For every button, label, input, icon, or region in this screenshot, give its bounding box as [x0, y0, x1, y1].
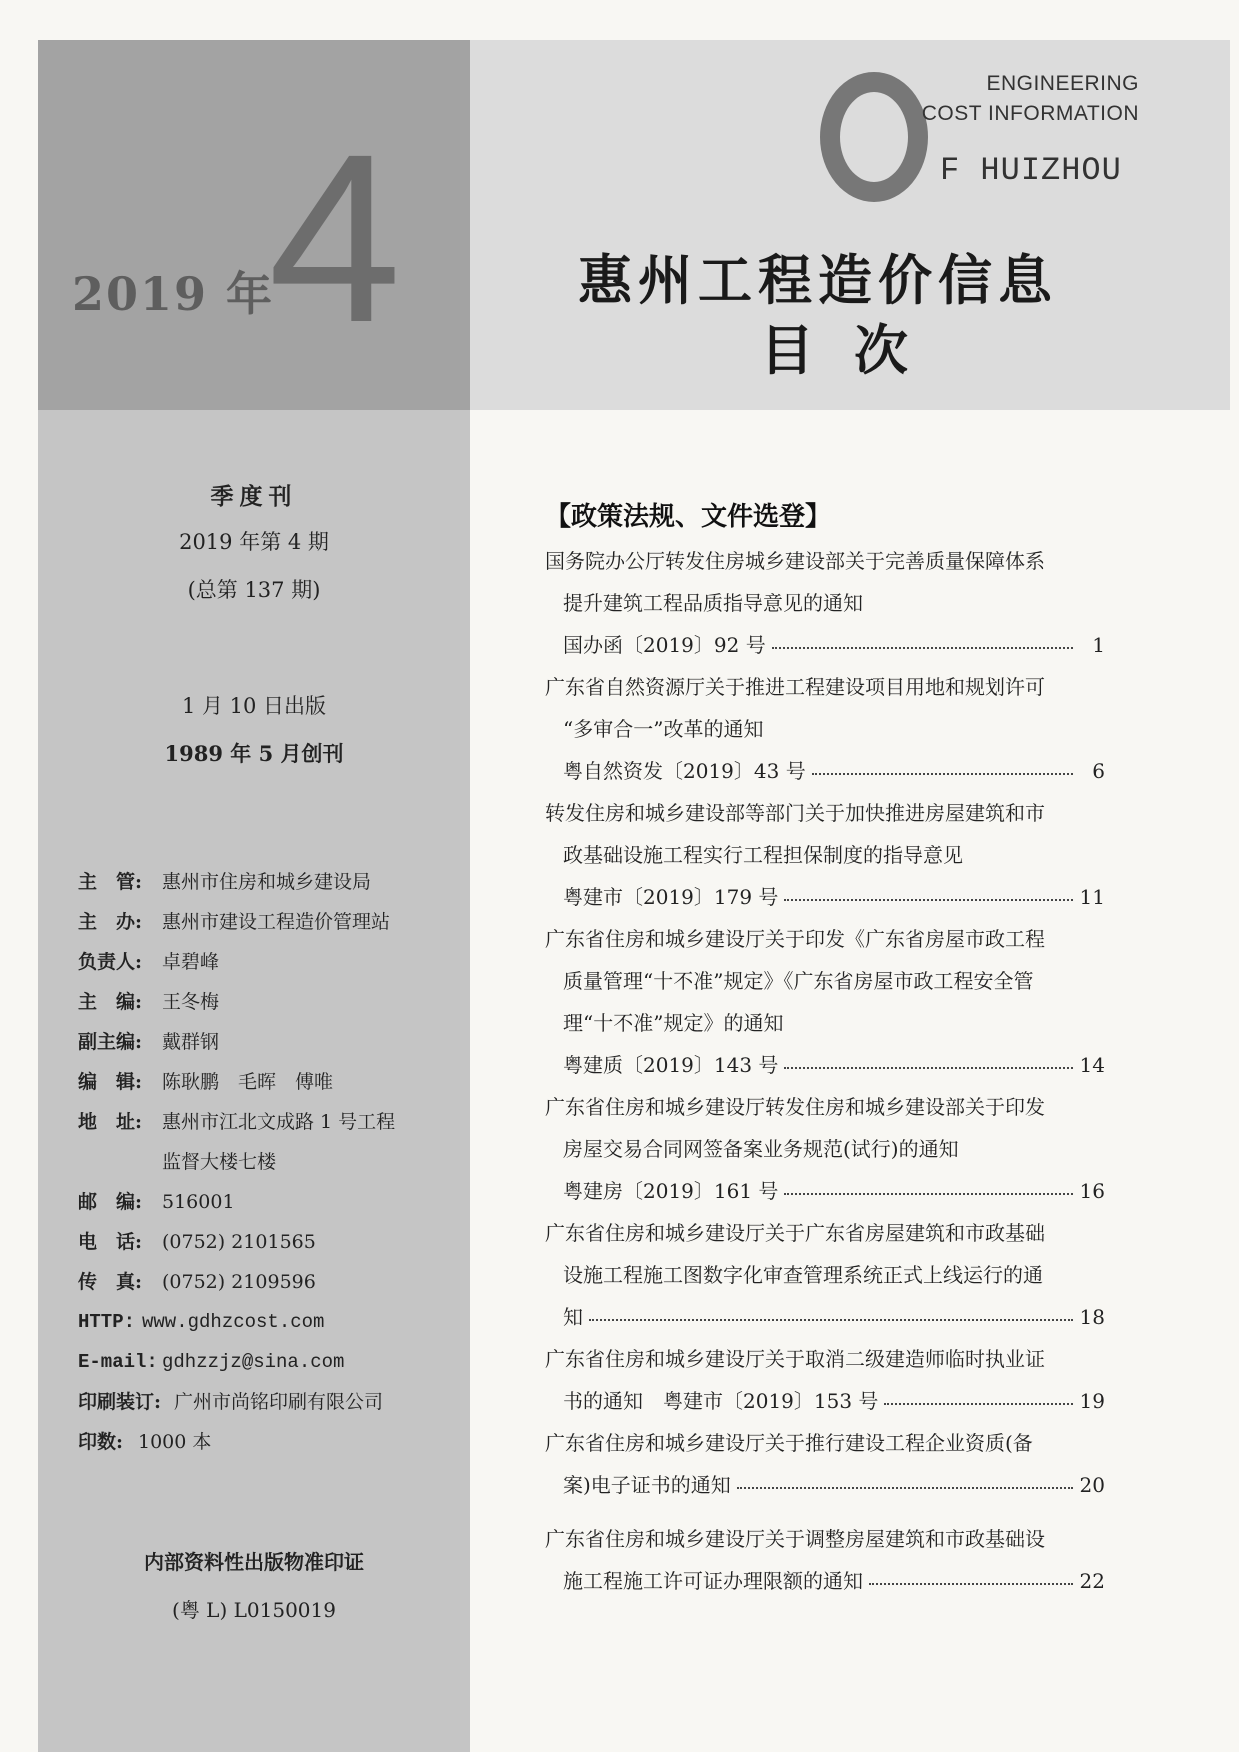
page-number: 11 [1079, 885, 1105, 909]
info-row-editor: 主 编: 王冬梅 [78, 991, 220, 1013]
permit-title: 内部资料性出版物准印证 [144, 1550, 364, 1574]
toc-section-heading: 【政策法规、文件选登】 [545, 502, 832, 532]
info-row-sponsor: 主 办: 惠州市建设工程造价管理站 [78, 911, 391, 933]
leader-dots [812, 773, 1073, 775]
issue-number: 4 [268, 104, 402, 372]
info-row-deputy-editor: 副主编: 戴群钢 [78, 1031, 220, 1053]
leader-dots [772, 647, 1073, 649]
leader-dots [784, 1193, 1073, 1195]
cover-header-band-left [38, 40, 470, 410]
toc-entry[interactable]: 国务院办公厅转发住房城乡建设部关于完善质量保障体系 提升建筑工程品质指导意见的通知 国办函〔2019〕92 号 1 [545, 540, 1105, 666]
publication-founded: 1989 年 5 月创刊 [164, 741, 344, 766]
english-title-line3: F HUIZHOU [940, 152, 1122, 189]
info-row-address-cont: 监督大楼七楼 [162, 1151, 277, 1173]
toc-list [545, 540, 1105, 1602]
publication-frequency: 季度刊 [210, 483, 298, 510]
leader-dots [869, 1583, 1073, 1585]
toc-entry[interactable]: 广东省住房和城乡建设厅转发住房和城乡建设部关于印发 房屋交易合同网签备案业务规范(试行)的通知 粤建房〔2019〕161 号 16 [545, 1086, 1105, 1212]
info-row-fax: 传 真: (0752) 2109596 [78, 1271, 316, 1293]
page-number: 18 [1079, 1305, 1105, 1329]
toc-title: 目次 [760, 319, 948, 382]
logo-letter-o [820, 72, 928, 202]
leader-dots [784, 1067, 1073, 1069]
english-title-line1: ENGINEERING [986, 72, 1139, 95]
info-row-editors: 编 辑: 陈耿鹏 毛晖 傅唯 [78, 1071, 334, 1093]
toc-entry[interactable]: 广东省住房和城乡建设厅关于调整房屋建筑和市政基础设 施工程施工许可证办理限额的通知 22 [545, 1518, 1105, 1602]
leader-dots [784, 899, 1073, 901]
magazine-title: 惠州工程造价信息 [578, 249, 1058, 312]
info-row-postcode: 邮 编: 516001 [78, 1191, 235, 1213]
publication-total-issue: (总第 137 期) [187, 578, 321, 602]
info-row-phone: 电 话: (0752) 2101565 [78, 1231, 316, 1253]
page-number: 22 [1079, 1569, 1105, 1593]
english-title-line2: COST INFORMATION [921, 102, 1139, 125]
page-number: 19 [1079, 1389, 1105, 1413]
leader-dots [589, 1319, 1073, 1321]
publication-date: 1 月 10 日出版 [181, 694, 327, 718]
info-row-http: HTTP: www.gdhzcost.com [78, 1311, 325, 1333]
permit-number: (粤 L) L0150019 [172, 1598, 336, 1622]
toc-entry[interactable]: 广东省住房和城乡建设厅关于广东省房屋建筑和市政基础 设施工程施工图数字化审查管理系统正式上线运行的通 知 18 [545, 1212, 1105, 1338]
page-number: 16 [1079, 1179, 1105, 1203]
toc-entry[interactable]: 广东省自然资源厅关于推进工程建设项目用地和规划许可 “多审合一”改革的通知 粤自然资发〔2019〕43 号 6 [545, 666, 1105, 792]
leader-dots [737, 1487, 1073, 1489]
page-number: 14 [1079, 1053, 1105, 1077]
year-label: 2019 年 [72, 267, 275, 321]
info-row-director: 负责人: 卓碧峰 [78, 951, 220, 973]
publication-issue: 2019 年第 4 期 [179, 530, 329, 554]
info-row-address: 地 址: 惠州市江北文成路 1 号工程 [78, 1111, 396, 1133]
page-number: 1 [1092, 633, 1105, 657]
toc-entry[interactable]: 广东省住房和城乡建设厅关于印发《广东省房屋市政工程 质量管理“十不准”规定》《广东省房屋市政工程安全管 理“十不准”规定》的通知 粤建质〔2019〕143 号 14 [545, 918, 1105, 1086]
info-row-printer: 印刷装订: 广州市尚铭印刷有限公司 [78, 1391, 384, 1413]
toc-entry[interactable]: 广东省住房和城乡建设厅关于推行建设工程企业资质(备 案)电子证书的通知 20 [545, 1422, 1105, 1506]
page-number: 6 [1092, 759, 1105, 783]
page-number: 20 [1079, 1473, 1105, 1497]
info-row-copies: 印数: 1000 本 [78, 1431, 212, 1453]
info-row-email: E-mail: gdhzzjz@sina.com [78, 1351, 345, 1373]
leader-dots [884, 1403, 1073, 1405]
toc-entry[interactable]: 转发住房和城乡建设部等部门关于加快推进房屋建筑和市 政基础设施工程实行工程担保制度的指导意见 粤建市〔2019〕179 号 11 [545, 792, 1105, 918]
masthead-info [78, 862, 458, 1462]
toc-entry[interactable]: 广东省住房和城乡建设厅关于取消二级建造师临时执业证 书的通知 粤建市〔2019〕153 号 19 [545, 1338, 1105, 1422]
info-row-supervisor: 主 管: 惠州市住房和城乡建设局 [78, 871, 372, 893]
